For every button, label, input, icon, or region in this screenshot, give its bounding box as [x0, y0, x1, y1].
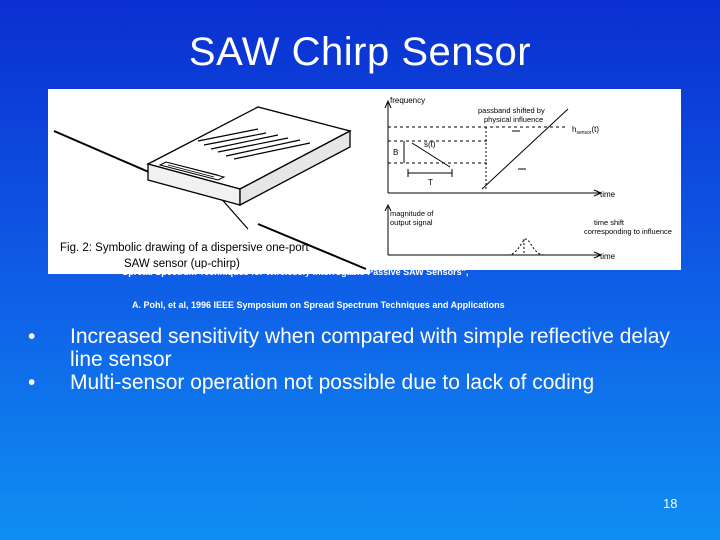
time-shift-label-1: time shift — [594, 218, 625, 227]
b-label: B — [393, 148, 399, 157]
figure-caption-line-2: SAW sensor (up-chirp) — [124, 258, 240, 270]
citation-line-1: "Spread Spectrum Techniques for Wirelessly Interrogable Passive SAW Sensors", — [118, 267, 469, 277]
bullet-dot: • — [28, 371, 36, 394]
slide-title: SAW Chirp Sensor — [188, 30, 532, 74]
chirp-timing-diagram-svg — [368, 89, 681, 270]
passband-label-2: physical influence — [484, 115, 544, 124]
page-number: 18 — [663, 496, 678, 511]
magnitude-label-1: magnitude of — [390, 209, 434, 218]
time-axis-label-bottom: time — [600, 252, 616, 261]
frequency-axis-label: frequency — [390, 96, 426, 105]
citation-line-2: A. Pohl, et al, 1996 IEEE Symposium on Spread Spectrum Techniques and Applications — [132, 300, 505, 310]
chirp-timing-diagram — [368, 89, 681, 270]
figure-caption-line-1: Fig. 2: Symbolic drawing of a dispersive one-port — [60, 242, 309, 254]
bullet-item — [28, 325, 708, 371]
h-sensor-label: $h_{sensor}(t)$ — [572, 125, 600, 136]
bullet-dot: • — [28, 325, 36, 348]
s-t-label: s(t) — [424, 140, 436, 149]
t-label: T — [428, 178, 433, 187]
bullet-list — [28, 325, 708, 394]
bullet-item — [28, 371, 708, 394]
time-shift-label-2: corresponding to influence — [584, 227, 672, 236]
passband-label-1: passband shifted by — [478, 106, 545, 115]
time-axis-label-top: time — [600, 190, 616, 199]
saw-sensor-drawing — [48, 89, 370, 274]
bullet-text: Multi-sensor operation not possible due to lack of coding — [70, 371, 595, 394]
saw-sensor-drawing-svg — [48, 89, 370, 274]
bullet-text: Increased sensitivity when compared with simple reflective delay line sensor — [70, 325, 670, 371]
magnitude-label-2: output signal — [390, 218, 433, 227]
